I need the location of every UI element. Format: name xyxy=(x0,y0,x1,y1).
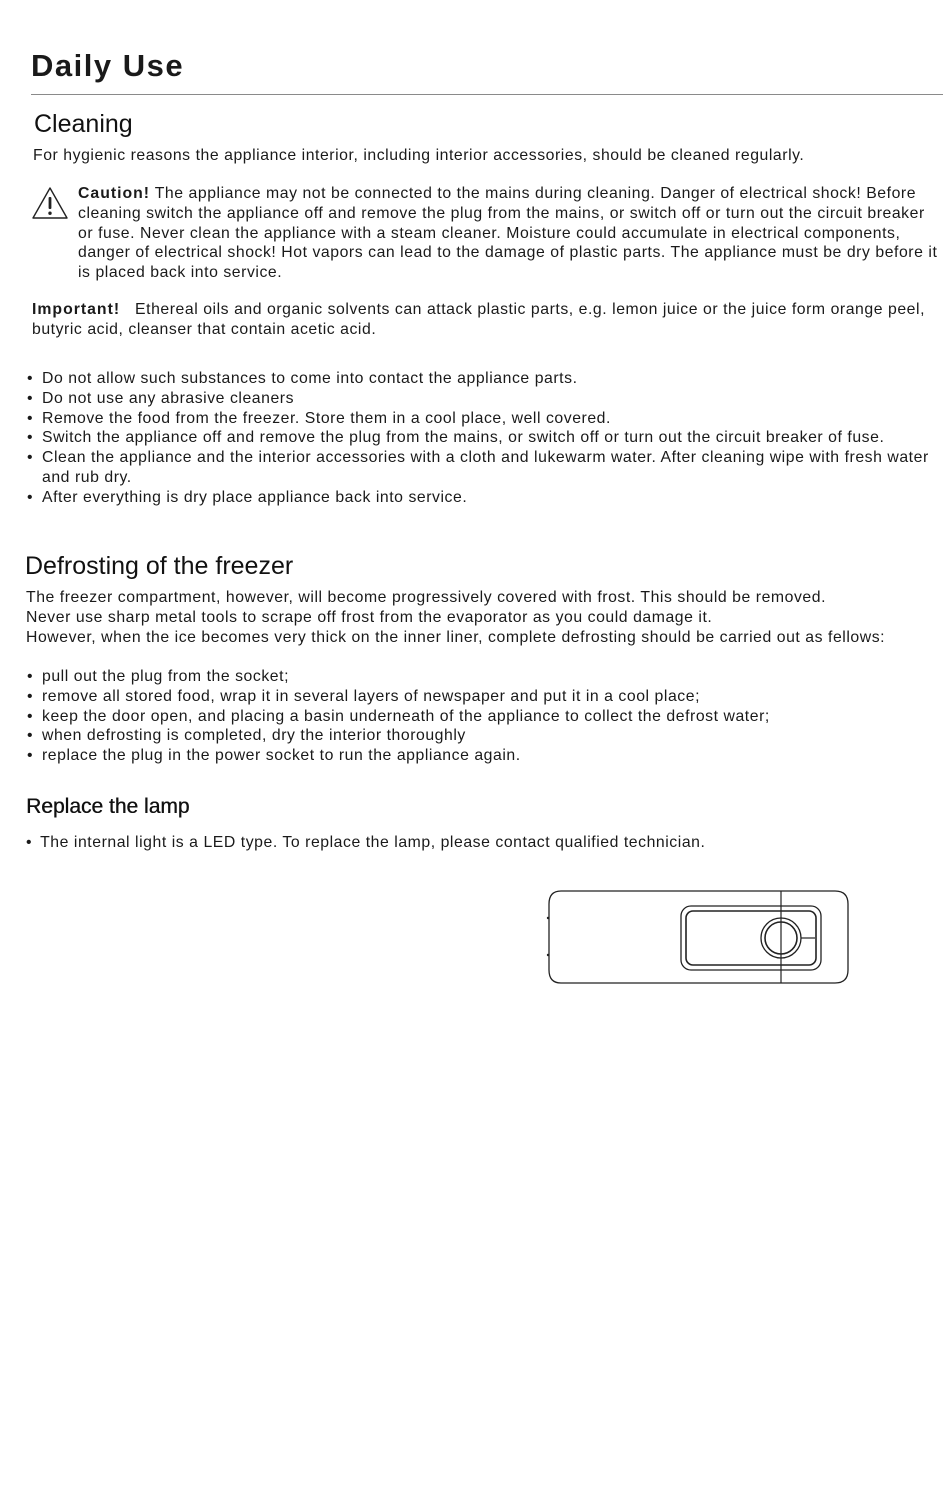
page-title: Daily Use xyxy=(31,48,185,83)
defrosting-intro xyxy=(26,588,941,647)
list-item: • Do not allow such substances to come into contact the appliance parts. xyxy=(27,370,578,387)
list-item: • Remove the food from the freezer. Store them in a cool place, well covered. xyxy=(27,409,611,427)
warning-triangle-icon xyxy=(31,186,69,220)
section-heading-cleaning: Cleaning xyxy=(34,110,133,138)
important-note xyxy=(32,300,944,340)
list-item: • After everything is dry place appliance back into service. xyxy=(27,488,468,506)
important-label: Important! xyxy=(32,301,121,318)
list-item: • pull out the plug from the socket; xyxy=(27,668,290,685)
list-item: • remove all stored food, wrap it in several layers of newspaper and put it in a cool place; xyxy=(27,687,701,705)
lamp-instruction: • The internal light is a LED type. To replace the lamp, please contact qualified technician. xyxy=(26,834,706,851)
lamp-text-b: qualified technician. xyxy=(555,834,706,851)
lamp-text-a: The internal light is a LED type. To replace the lamp, please contact xyxy=(40,834,551,851)
defrosting-bullet-list xyxy=(27,667,937,766)
list-item: • Switch the appliance off and remove the plug from the mains, or switch off or turn out the circuit breaker of fuse. xyxy=(27,429,885,447)
defrosting-line-1: The freezer compartment, however, will become progressively covered with frost. This should be removed. xyxy=(26,589,827,606)
list-item: • Do not use any abrasive cleaners xyxy=(27,389,295,407)
cleaning-intro: For hygienic reasons the appliance interior, including interior accessories, should be cleaned regularly. xyxy=(33,147,805,164)
title-divider xyxy=(31,94,943,95)
caution-body: The appliance may not be connected to the mains during cleaning. Danger of electrical shock! Before cleaning switch the appliance off and remove the plug from the mains, or switch off or turn out the circuit breaker or fuse. Never clean the appliance with a steam cleaner. Moisture could accumulate in electrical components, danger of electrical shock! Hot vapors can lead to the damage of plastic parts. The appliance must be dry before it is placed back into service. xyxy=(78,185,938,282)
led-lamp-illustration xyxy=(545,888,853,986)
caution-label: Caution! xyxy=(78,185,151,202)
defrosting-line-2: Never use sharp metal tools to scrape off frost from the evaporator as you could damage it. xyxy=(26,608,713,626)
important-body: Ethereal oils and organic solvents can attack plastic parts, e.g. lemon juice or the juice form orange peel, butyric acid, cleanser that contain acetic acid. xyxy=(32,301,926,338)
cleaning-bullet-list xyxy=(27,369,937,508)
caution-text xyxy=(78,184,943,283)
list-item: • when defrosting is completed, dry the interior thoroughly xyxy=(27,727,466,745)
section-heading-defrosting: Defrosting of the freezer xyxy=(25,552,294,580)
defrosting-line-3: However, when the ice becomes very thick on the inner liner, complete defrosting should be carried out as fellows: xyxy=(26,628,886,646)
section-heading-lamp: Replace the lamp xyxy=(26,795,190,818)
list-item: • keep the door open, and placing a basin underneath of the appliance to collect the defrost water; xyxy=(27,707,770,725)
list-item: • Clean the appliance and the interior accessories with a cloth and lukewarm water. After cleaning wipe with fresh water and rub dry. xyxy=(27,449,929,486)
list-item: • replace the plug in the power socket to run the appliance again. xyxy=(27,747,521,765)
